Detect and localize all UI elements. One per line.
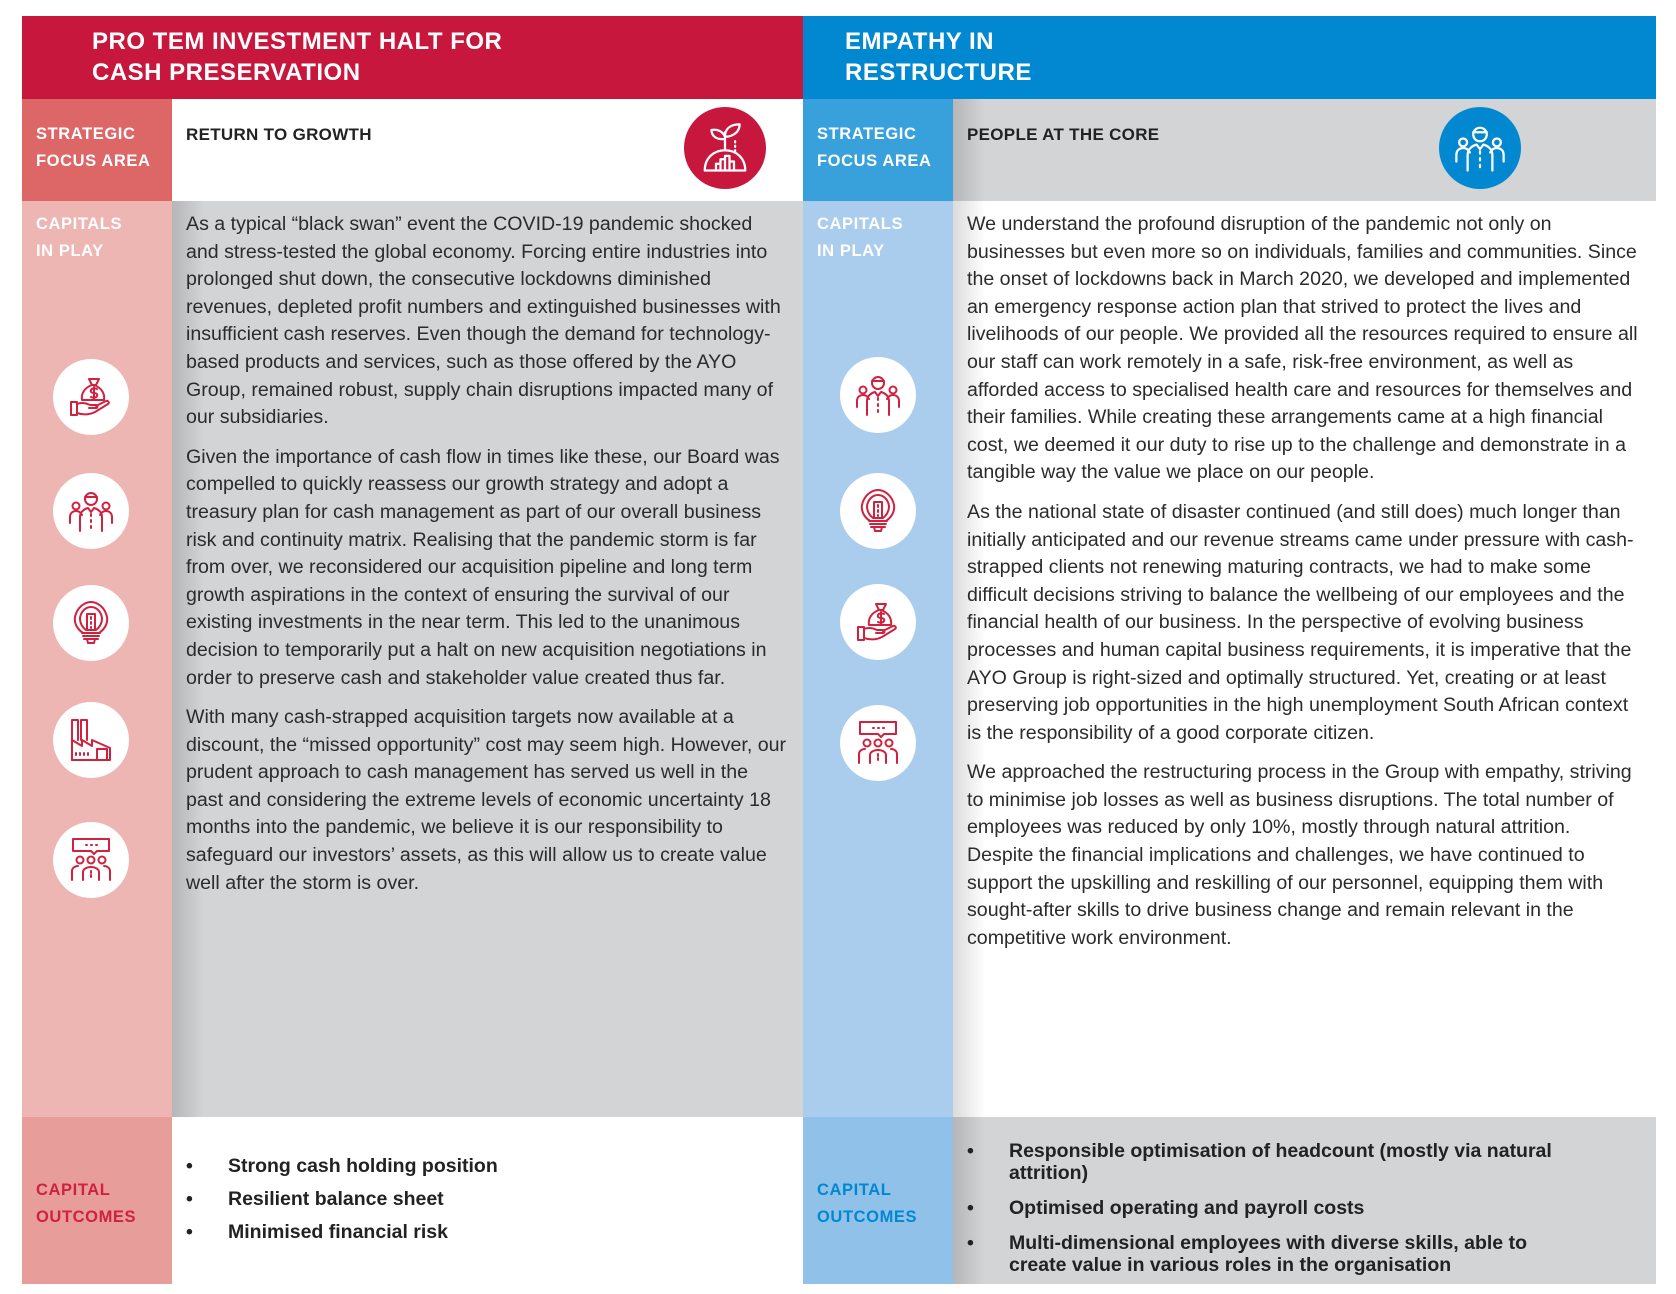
right-paragraph-1: We understand the profound disruption of the pandemic not only on businesses but even more so on individuals, families and communities. Since the onset of lockdowns back in March 2020, we developed and implemented an emergency response action plan that strived to protect the lives and livelihoods of our people. We provided all the resources required to ensure all our staff can work remotely in a safe, risk-free environment, as well as afforded access to specialised health care and resources for themselves and their families. While creating these arrangements came at a high financial cost, we deemed it our duty to rise up to the challenge and demonstrate in a tangible way the value we place on our people.: [967, 213, 1638, 484]
right-capital-outcomes-label: [803, 1117, 953, 1284]
right-paragraph-3: We approached the restructuring process in the Group with empathy, striving to minimise job losses as well as business disruptions. The total number of employees was reduced by only 10%, mostly through natural attrition. Despite the financial implications and challenges, we have continued to support the upskilling and reskilling of our personnel, equipping them with sought-after skills to drive business change and remain relevant in the competitive work environment.: [967, 761, 1632, 949]
left-paragraph-2: Given the importance of cash flow in times like these, our Board was compelled to quickly reassess our growth strategy and adopt a treasury plan for cash management as part of our overall business risk and continuity matrix. Realising that the pandemic storm is far from over, we reconsidered our acquisition pipeline and long term growth aspirations in the context of ensuring the survival of our existing investments in the near term. This led to the unanimous decision to temporarily put a halt on new acquisition negotiations in order to preserve cash and stakeholder value created thus far.: [186, 445, 780, 689]
left-capital-outcomes-label: [22, 1117, 172, 1284]
right-focus-area-title: PEOPLE AT THE CORE: [967, 125, 1160, 144]
outcome-item: • Strong cash holding position: [172, 1155, 803, 1177]
people-icon: [53, 473, 129, 549]
left-outcomes-list: [172, 1117, 803, 1284]
outcome-item: • Responsible optimisation of headcount (mostly via natural attrition): [953, 1140, 1586, 1184]
right-title-line-2: RESTRUCTURE: [845, 59, 1032, 86]
right-paragraph-2: As the national state of disaster continued (and still does) much longer than initially anticipated and our revenue streams came under pressure with cash-strapped clients not renewing maturing contracts, we had to make some difficult decisions striving to balance the wellbeing of our employees and the financial health of our business. In the perspective of evolving business processes and human capital business requirements, it is imperative that the AYO Group is right-sized and optimally structured. Yet, creating or at least preserving job opportunities in the high unemployment South African context is the responsibility of a good corporate citizen.: [967, 500, 1634, 744]
left-title-line-1: PRO TEM INVESTMENT HALT FOR: [92, 28, 503, 55]
left-capitals-label-line-2: IN PLAY: [36, 242, 104, 260]
left-outcomes-label-line-1: CAPITAL: [36, 1181, 111, 1199]
right-title-line-1: EMPATHY IN: [845, 28, 995, 55]
left-strategic-label-line-1: STRATEGIC: [36, 125, 136, 143]
lightbulb-icon: [53, 585, 129, 661]
meeting-icon: [53, 822, 129, 898]
right-panel-title: [803, 16, 1656, 99]
right-strategic-focus-label: [803, 99, 953, 201]
right-body-text: [953, 201, 1656, 1117]
money-bag-hand-icon: [53, 359, 129, 435]
left-outcomes-label-line-2: OUTCOMES: [36, 1208, 137, 1226]
left-paragraph-1: As a typical “black swan” event the COVID-19 pandemic shocked and stress-tested the global economy. Forcing entire industries into prolonged shut down, the consecutive lockdowns diminished revenues, depleted profit numbers and extinguished businesses with insufficient cash reserves. Even though the demand for technology-based products and services, such as those offered by the AYO Group, remained robust, supply chain disruptions impacted many of our subsidiaries.: [186, 213, 781, 429]
right-capitals-label-line-1: CAPITALS: [817, 215, 904, 233]
lightbulb-icon: [840, 473, 916, 549]
left-strategic-label-line-2: FOCUS AREA: [36, 152, 151, 170]
left-strategic-focus-label: [22, 99, 172, 201]
outcome-item: • Multi-dimensional employees with diverse skills, able to create value in various roles in the organisation: [953, 1232, 1586, 1276]
right-outcomes-label-line-1: CAPITAL: [817, 1181, 892, 1199]
left-title-line-2: CASH PRESERVATION: [92, 59, 361, 86]
people-icon: [1439, 107, 1521, 189]
right-focus-area-cell: [953, 99, 1656, 201]
right-strategic-label-line-2: FOCUS AREA: [817, 152, 932, 170]
right-strategic-label-line-1: STRATEGIC: [817, 125, 917, 143]
left-capitals-label-line-1: CAPITALS: [36, 215, 123, 233]
growth-plant-icon: [684, 107, 766, 189]
meeting-icon: [840, 705, 916, 781]
factory-icon: [53, 702, 129, 778]
left-focus-area-title: RETURN TO GROWTH: [186, 125, 372, 144]
left-panel-title: [22, 16, 803, 99]
right-capitals-label-line-2: IN PLAY: [817, 242, 885, 260]
outcome-item: • Resilient balance sheet: [172, 1188, 803, 1210]
money-bag-hand-icon: [840, 584, 916, 660]
right-outcomes-label-line-2: OUTCOMES: [817, 1208, 918, 1226]
left-body-text: [172, 201, 803, 1117]
outcome-item: • Optimised operating and payroll costs: [953, 1197, 1586, 1219]
people-icon: [840, 357, 916, 433]
outcome-item: • Minimised financial risk: [172, 1221, 803, 1243]
left-paragraph-3: With many cash-strapped acquisition targets now available at a discount, the “missed opportunity” cost may seem high. However, our prudent approach to cash management has served us well in the past and considering the extreme levels of economic uncertainty 18 months into the pandemic, we believe it is our responsibility to safeguard our investors’ assets, as this will allow us to create value well after the storm is over.: [186, 706, 787, 894]
right-outcomes-list: [953, 1117, 1656, 1284]
